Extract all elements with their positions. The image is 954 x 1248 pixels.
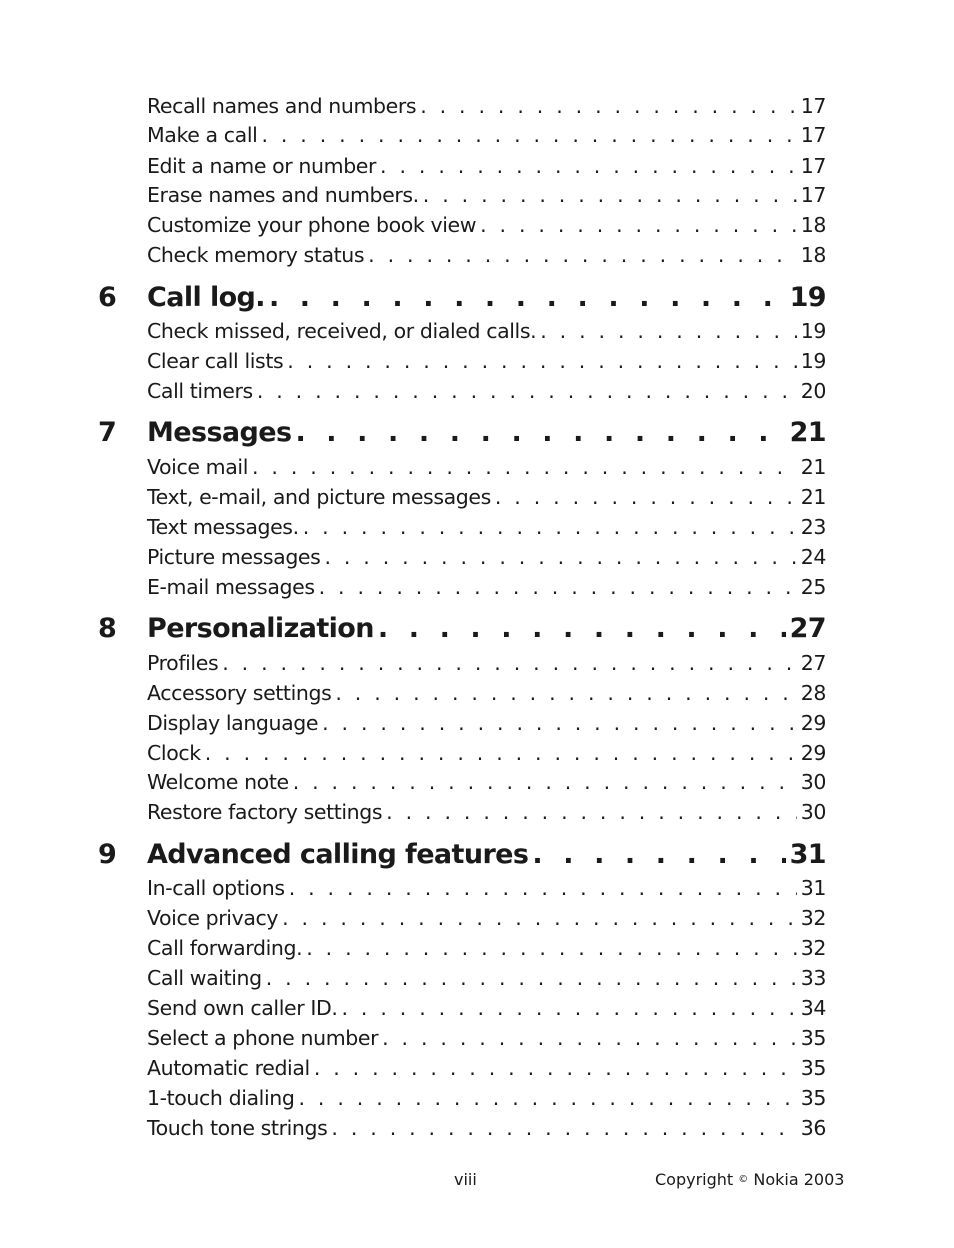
toc-entry-title: Edit a name or number — [147, 154, 377, 178]
toc-entry-page: 25 — [800, 575, 826, 599]
dot-leader — [378, 611, 786, 647]
dot-leader — [540, 317, 796, 345]
toc-entry[interactable] — [147, 453, 826, 481]
dot-leader — [282, 904, 797, 932]
toc-entry[interactable] — [147, 1114, 826, 1142]
toc-entry[interactable] — [147, 679, 826, 707]
toc-entry[interactable] — [147, 121, 826, 149]
toc-entry-title: Accessory settings — [147, 681, 332, 705]
toc-entry-title: Automatic redial — [147, 1056, 310, 1080]
toc-entry-title: Recall names and numbers — [147, 94, 417, 118]
toc-entry-page: 36 — [800, 1116, 826, 1140]
toc-entry[interactable] — [147, 874, 826, 902]
toc-entry[interactable] — [147, 543, 826, 571]
toc-entry-page: 19 — [800, 319, 826, 343]
toc-entry-title: In-call options — [147, 876, 285, 900]
toc-entry-page: 24 — [800, 545, 826, 569]
chapter-page: 21 — [789, 417, 826, 448]
dot-leader — [298, 1084, 796, 1112]
toc-entry-page: 17 — [800, 154, 826, 178]
toc-entry[interactable] — [147, 1054, 826, 1082]
dot-leader — [423, 181, 797, 209]
toc-entry-page: 18 — [800, 243, 826, 267]
chapter-number: 7 — [98, 417, 117, 448]
dot-leader — [289, 874, 797, 902]
chapter-page: 27 — [789, 613, 826, 644]
toc-entry-title: 1-touch dialing — [147, 1086, 295, 1110]
chapter-title: Call log. — [147, 282, 265, 313]
toc-entry[interactable] — [147, 964, 826, 992]
toc-entry-title: Display language — [147, 711, 319, 735]
dot-leader — [303, 513, 797, 541]
copyright-suffix: Nokia 2003 — [753, 1170, 845, 1189]
chapter-title: Advanced calling features — [147, 839, 529, 870]
toc-entry-page: 29 — [800, 711, 826, 735]
toc-entry[interactable] — [147, 739, 826, 767]
footer-page-number: viii — [454, 1170, 477, 1189]
toc-entry-page: 17 — [800, 94, 826, 118]
chapter-page: 19 — [789, 282, 826, 313]
toc-entry-page: 30 — [800, 800, 826, 824]
toc-entry-page: 23 — [800, 515, 826, 539]
toc-entry-page: 19 — [800, 349, 826, 373]
toc-entry[interactable] — [147, 649, 826, 677]
toc-entry-page: 29 — [800, 741, 826, 765]
dot-leader — [266, 964, 797, 992]
dot-leader — [382, 1024, 797, 1052]
toc-entry-page: 32 — [800, 936, 826, 960]
dot-leader — [257, 377, 797, 405]
chapter-title: Personalization — [147, 613, 374, 644]
dot-leader — [324, 543, 796, 571]
toc-entry-page: 30 — [800, 770, 826, 794]
toc-entry-title: Touch tone strings — [147, 1116, 328, 1140]
toc-entry-page: 27 — [800, 651, 826, 675]
chapter-heading[interactable] — [147, 837, 826, 873]
dot-leader — [269, 280, 786, 316]
toc-entry-title: Picture messages — [147, 545, 321, 569]
dot-leader — [306, 934, 797, 962]
toc-entry-page: 20 — [800, 379, 826, 403]
dot-leader — [420, 92, 797, 120]
toc-entry[interactable] — [147, 241, 826, 269]
toc-entry-title: Voice mail — [147, 455, 248, 479]
dot-leader — [331, 1114, 796, 1142]
dot-leader — [205, 739, 797, 767]
dot-leader — [335, 679, 796, 707]
toc-entry-page: 17 — [800, 183, 826, 207]
toc-entry[interactable] — [147, 798, 826, 826]
toc-entry-title: Select a phone number — [147, 1026, 379, 1050]
toc-entry-title: Clock — [147, 741, 201, 765]
chapter-heading[interactable] — [147, 415, 826, 451]
toc-entry-page: 21 — [800, 485, 826, 509]
toc-entry[interactable] — [147, 317, 826, 345]
toc-entry[interactable] — [147, 573, 826, 601]
toc-entry-page: 21 — [800, 455, 826, 479]
toc-entry[interactable] — [147, 513, 826, 541]
copyright-prefix: Copyright — [655, 1170, 734, 1189]
dot-leader — [314, 1054, 797, 1082]
toc-entry-page: 33 — [800, 966, 826, 990]
toc-entry-title: Text messages. — [147, 515, 299, 539]
toc-entry-page: 18 — [800, 213, 826, 237]
toc-entry[interactable] — [147, 152, 826, 180]
toc-entry-page: 31 — [800, 876, 826, 900]
chapter-page: 31 — [789, 839, 826, 870]
toc-entry-title: Check missed, received, or dialed calls. — [147, 319, 537, 343]
toc-entry[interactable] — [147, 1024, 826, 1052]
toc-entry-title: Call forwarding. — [147, 936, 303, 960]
copyright-symbol: © — [738, 1174, 749, 1185]
toc-entry-title: E-mail messages — [147, 575, 315, 599]
toc-entry[interactable] — [147, 904, 826, 932]
dot-leader — [342, 994, 797, 1022]
toc-entry-title: Text, e-mail, and picture messages — [147, 485, 491, 509]
toc-entry-title: Call waiting — [147, 966, 262, 990]
dot-leader — [287, 347, 796, 375]
toc-entry[interactable] — [147, 211, 826, 239]
dot-leader — [368, 241, 797, 269]
toc-entry-page: 32 — [800, 906, 826, 930]
chapter-number: 8 — [98, 613, 117, 644]
toc-entry-title: Restore factory settings — [147, 800, 383, 824]
footer-copyright — [655, 1170, 844, 1190]
toc-entry[interactable] — [147, 377, 826, 405]
chapter-heading[interactable] — [147, 280, 826, 316]
toc-entry[interactable] — [147, 994, 826, 1022]
toc-entry[interactable] — [147, 181, 826, 209]
dot-leader — [322, 709, 797, 737]
toc-entry-title: Make a call — [147, 123, 258, 147]
toc-entry-page: 34 — [800, 996, 826, 1020]
toc-entry[interactable] — [147, 709, 826, 737]
toc-entry-title: Welcome note — [147, 770, 289, 794]
toc-entry-title: Erase names and numbers. — [147, 183, 419, 207]
toc-entry[interactable] — [147, 347, 826, 375]
toc-entry-page: 35 — [800, 1026, 826, 1050]
dot-leader — [295, 415, 785, 451]
toc-entry-page: 28 — [800, 681, 826, 705]
toc-entry-title: Customize your phone book view — [147, 213, 477, 237]
toc-entry-title: Clear call lists — [147, 349, 284, 373]
dot-leader — [532, 837, 785, 873]
toc-entry[interactable] — [147, 768, 826, 796]
chapter-heading[interactable] — [147, 611, 826, 647]
chapter-number: 6 — [98, 282, 117, 313]
dot-leader — [380, 152, 797, 180]
toc-entry-title: Voice privacy — [147, 906, 279, 930]
dot-leader — [222, 649, 796, 677]
toc-entry[interactable] — [147, 92, 826, 120]
dot-leader — [480, 211, 797, 239]
dot-leader — [293, 768, 797, 796]
toc-entry[interactable] — [147, 483, 826, 511]
toc-entry-title: Call timers — [147, 379, 253, 403]
toc-entry-title: Profiles — [147, 651, 219, 675]
toc-entry-page: 35 — [800, 1056, 826, 1080]
dot-leader — [319, 573, 797, 601]
dot-leader — [261, 121, 796, 149]
toc-entry-page: 17 — [800, 123, 826, 147]
chapter-number: 9 — [98, 839, 117, 870]
chapter-title: Messages — [147, 417, 292, 448]
toc-entry[interactable] — [147, 1084, 826, 1112]
toc-entry-title: Send own caller ID. — [147, 996, 338, 1020]
toc-entry[interactable] — [147, 934, 826, 962]
dot-leader — [252, 453, 797, 481]
toc-entry-page: 35 — [800, 1086, 826, 1110]
toc-entry-title: Check memory status — [147, 243, 365, 267]
dot-leader — [495, 483, 797, 511]
dot-leader — [386, 798, 797, 826]
